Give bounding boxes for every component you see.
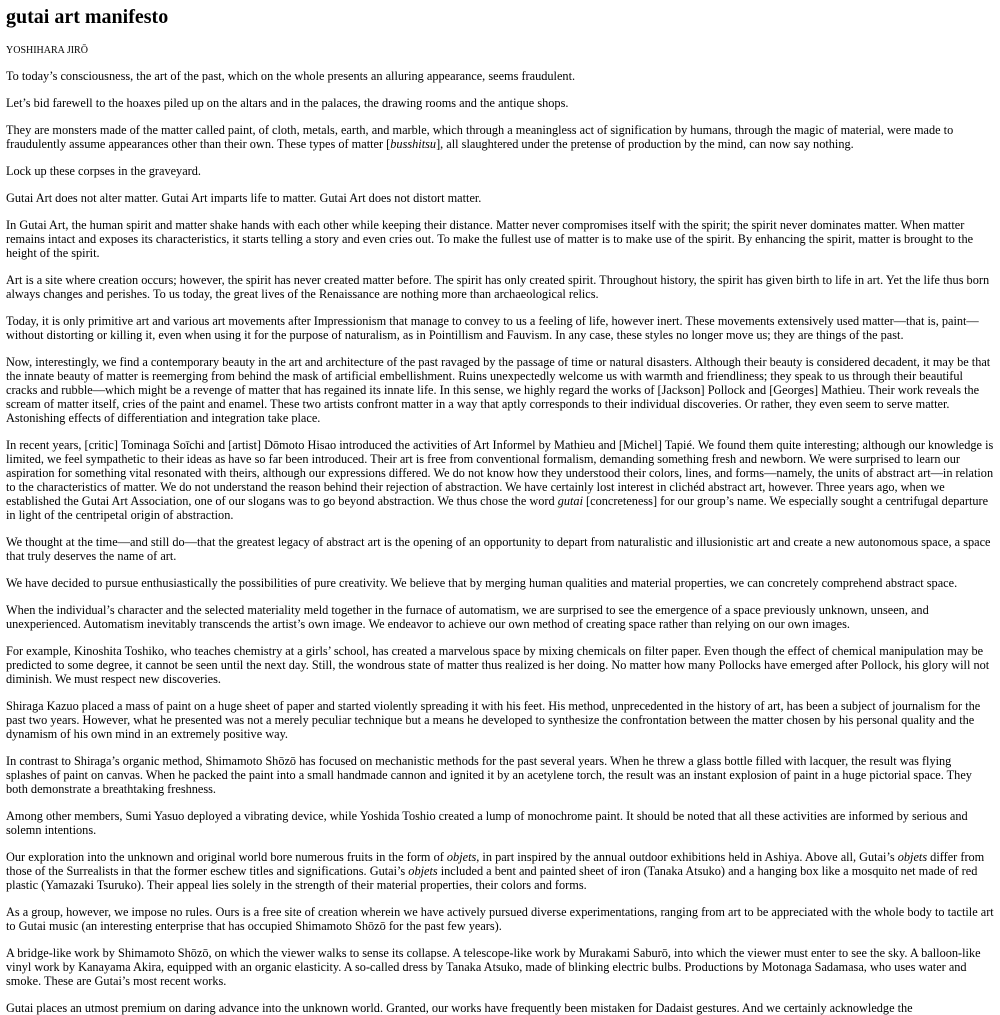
paragraph: We have decided to pursue enthusiastically the possibilities of pure creativity. We believe that by merging human qualities and material properties, we can concretely comprehend abstract space. xyxy=(6,576,958,590)
paragraph: In contrast to Shiraga’s organic method, Shimamoto Shōzō has focused on mechanistic methods for the past several years. When he threw a glass bottle filled with lacquer, the result was flying splashes of paint on canvas. When he packed the paint into a small handmade cannon and ignited it by an acetylene torch, the result was an instant explosion of paint in a huge pictorial space. They both demonstrate a breathtaking freshness. xyxy=(6,754,972,796)
paragraph: We thought at the time—and still do—that the greatest legacy of abstract art is the opening of an opportunity to depart from naturalistic and illusionistic art and create a new autonomous space, a space that truly deserves the name of art. xyxy=(6,535,991,563)
article xyxy=(0,6,1000,1015)
author-byline: YOSHIHARA JIRŌ xyxy=(6,45,88,56)
page-title: gutai art manifesto xyxy=(6,6,169,28)
paragraph: For example, Kinoshita Toshiko, who teaches chemistry at a girls’ school, has created a marvelous space by mixing chemicals on filter paper. Even though the effect of chemical manipulation may be predicted to some degree, it cannot be seen until the next day. Still, the wondrous state of matter thus realized is her doing. No matter how many Pollocks have emerged after Pollock, his glory will not diminish. We must respect new discoveries. xyxy=(6,644,990,686)
paragraph: A bridge-like work by Shimamoto Shōzō, on which the viewer walks to sense its collapse. A telescope-like work by Murakami Saburō, into which the viewer must enter to see the sky. A balloon-like vinyl work by Kanayama Akira, equipped with an organic elasticity. A so-called dress by Tanaka Atsuko, made of blinking electric bulbs. Productions by Motonaga Sadamasa, who uses water and smoke. These are Gutai’s most recent works. xyxy=(6,946,981,988)
paragraph: They are monsters made of the matter called paint, of cloth, metals, earth, and marble, which through a meaningless act of signification by humans, through the magic of material, were made to fraudulently assume appearances other than their own. These types of matter [busshitsu], all slaughtered under the pretense of production by the mind, can now say nothing. xyxy=(6,123,954,151)
paragraph: Lock up these corpses in the graveyard. xyxy=(6,164,201,178)
paragraph: Gutai Art does not alter matter. Gutai Art imparts life to matter. Gutai Art does not distort matter. xyxy=(6,191,482,205)
paragraph: When the individual’s character and the selected materiality meld together in the furnace of automatism, we are surprised to see the emergence of a space previously unknown, unseen, and unexperienced. Automatism inevitably transcends the artist’s own image. We endeavor to achieve our own method of creating space rather than relying on our own images. xyxy=(6,603,929,631)
paragraph: Shiraga Kazuo placed a mass of paint on a huge sheet of paper and started violently spreading it with his feet. His method, unprecedented in the history of art, has been a subject of journalism for the past two years. However, what he presented was not a merely peculiar technique but a means he developed to synthesize the confrontation between the matter chosen by his personal quality and the dynamism of his own mind in an extremely positive way. xyxy=(6,699,981,741)
paragraph: Among other members, Sumi Yasuo deployed a vibrating device, while Yoshida Toshio created a lump of monochrome paint. It should be noted that all these activities are informed by serious and solemn intentions. xyxy=(6,809,968,837)
paragraph: Art is a site where creation occurs; however, the spirit has never created matter before. The spirit has only created spirit. Throughout history, the spirit has given birth to life in art. Yet the life thus born always changes and perishes. To us today, the great lives of the Renaissance are nothing more than archaeological relics. xyxy=(6,273,990,301)
paragraph: To today’s consciousness, the art of the past, which on the whole presents an alluring appearance, seems fraudulent. xyxy=(6,69,576,83)
paragraph: In recent years, [critic] Tominaga Soīchi and [artist] Dōmoto Hisao introduced the activities of Art Informel by Mathieu and [Michel] Tapié. We found them quite interesting; although our knowledge is limited, we feel sympathetic to their ideas as have so far been introduced. Their art is free from conventional formalism, demanding something fresh and newborn. We were surprised to learn our aspiration for something vital resonated with theirs, although our expressions differed. We do not know how they understood their colors, lines, and forms—namely, the units of abstract art—in relation to the characteristics of matter. We do not understand the reason behind their rejection of abstraction. We have certainly lost interest in clichéd abstract art, however. Three years ago, when we established the Gutai Art Association, one of our slogans was to go beyond abstraction. We thus chose the word gutai [concreteness] for our group’s name. We especially sought a centrifugal departure in light of the centripetal origin of abstraction. xyxy=(6,438,994,522)
paragraph: Let’s bid farewell to the hoaxes piled up on the altars and in the palaces, the drawing rooms and the antique shops. xyxy=(6,96,569,110)
paragraph: Now, interestingly, we find a contemporary beauty in the art and architecture of the past ravaged by the passage of time or natural disasters. Although their beauty is considered decadent, it may be that the innate beauty of matter is reemerging from behind the mask of artificial embellishment. Ruins unexpectedly welcome us with warmth and friendliness; they speak to us through their beautiful cracks and rubble—which might be a revenge of matter that has regained its innate life. In this sense, we highly regard the works of [Jackson] Pollock and [Georges] Mathieu. Their work reveals the scream of matter itself, cries of the paint and enamel. These two artists confront matter in a way that aptly corresponds to their individual discoveries. Or rather, they even seem to serve matter. Astonishing effects of differentiation and integration take place. xyxy=(6,355,991,425)
paragraph: Our exploration into the unknown and original world bore numerous fruits in the form of objets, in part inspired by the annual outdoor exhibitions held in Ashiya. Above all, Gutai’s objets differ from those of the Surrealists in that the former eschew titles and significations. Gutai’s objets included a bent and painted sheet of iron (Tanaka Atsuko) and a hanging box like a mosquito net made of red plastic (Yamazaki Tsuruko). Their appeal lies solely in the strength of their material properties, their colors and forms. xyxy=(6,850,985,892)
paragraph: Gutai places an utmost premium on daring advance into the unknown world. Granted, our works have frequently been mistaken for Dadaist gestures. And we certainly acknowledge the xyxy=(6,1001,913,1015)
paragraph: As a group, however, we impose no rules. Ours is a free site of creation wherein we have actively pursued diverse experimentations, ranging from art to be appreciated with the whole body to tactile art to Gutai music (an interesting enterprise that has occupied Shimamoto Shōzō for the past few years). xyxy=(6,905,994,933)
paragraph: Today, it is only primitive art and various art movements after Impressionism that manage to convey to us a feeling of life, however inert. These movements extensively used matter—that is, paint—without distorting or killing it, even when using it for the purpose of naturalism, as in Pointillism and Fauvism. In any case, these styles no longer move us; they are things of the past. xyxy=(6,314,979,342)
paragraph: In Gutai Art, the human spirit and matter shake hands with each other while keeping their distance. Matter never compromises itself with the spirit; the spirit never dominates matter. When matter remains intact and exposes its characteristics, it starts telling a story and even cries out. To make the fullest use of matter is to make use of the spirit. By enhancing the spirit, matter is brought to the height of the spirit. xyxy=(6,218,974,260)
article-body xyxy=(6,69,994,1015)
